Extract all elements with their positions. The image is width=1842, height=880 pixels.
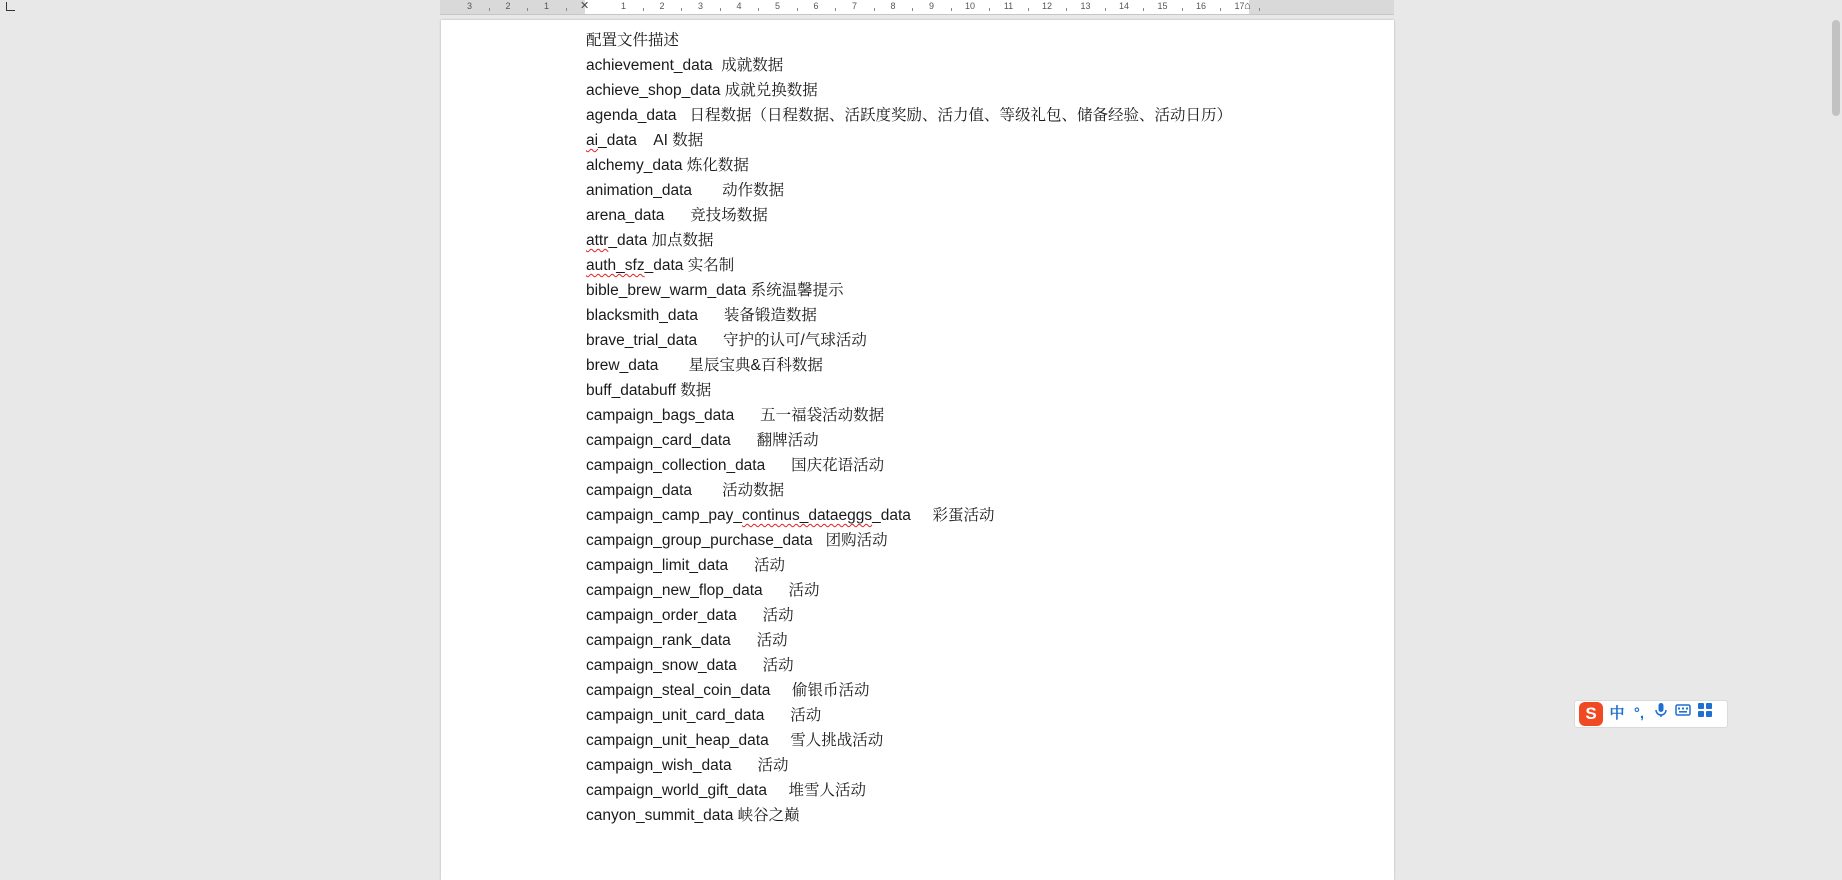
document-page[interactable]	[441, 20, 1394, 880]
config-entry-row[interactable]	[586, 53, 1266, 78]
config-entry-row[interactable]	[586, 253, 1266, 278]
config-description: 成就数据	[721, 57, 784, 74]
config-description: 动作数据	[722, 182, 785, 199]
config-key: arena_data	[586, 207, 665, 224]
config-description: 雪人挑战活动	[790, 732, 884, 749]
config-entry-row[interactable]	[586, 778, 1266, 803]
ruler-minor-tick	[527, 8, 528, 11]
config-key: blacksmith_data	[586, 307, 699, 324]
ruler-tick-label: 1	[620, 1, 627, 11]
config-entry-row[interactable]	[586, 378, 1266, 403]
config-entry-row[interactable]	[586, 603, 1266, 628]
config-entry-row[interactable]	[586, 503, 1266, 528]
ruler-corner-marker	[6, 2, 15, 11]
ruler-minor-tick	[1105, 8, 1106, 11]
config-entry-row[interactable]	[586, 628, 1266, 653]
ruler-minor-tick	[1028, 8, 1029, 11]
config-description: 星辰宝典&百科数据	[688, 357, 823, 374]
config-entry-row[interactable]	[586, 403, 1266, 428]
ruler-minor-tick	[1220, 8, 1221, 11]
ruler-tick-label: 9	[928, 1, 935, 11]
config-entry-row[interactable]	[586, 703, 1266, 728]
ime-language-toggle[interactable]: 中	[1609, 705, 1625, 722]
config-key: achievement_data	[586, 57, 713, 74]
ruler-minor-tick	[1066, 8, 1067, 11]
config-separator	[677, 107, 690, 124]
config-entry-row[interactable]	[586, 328, 1266, 353]
config-entry-row[interactable]	[586, 753, 1266, 778]
config-key: campaign_new_flop_data	[586, 582, 763, 599]
config-separator	[731, 432, 757, 449]
config-key: campaign_unit_heap_data	[586, 732, 769, 749]
config-key: campaign_world_gift_data	[586, 782, 767, 799]
ruler-minor-tick	[720, 8, 721, 11]
config-separator	[697, 332, 723, 349]
config-description: 活动	[790, 707, 822, 724]
config-entry-row[interactable]	[586, 678, 1266, 703]
ruler-minor-tick	[1182, 8, 1183, 11]
ruler-tick-label: 12	[1041, 1, 1053, 11]
config-separator	[731, 632, 757, 649]
config-separator	[911, 507, 933, 524]
config-key: brew_data	[586, 357, 659, 374]
config-entry-row[interactable]	[586, 528, 1266, 553]
config-key: attr_data	[586, 232, 648, 249]
config-key: campaign_collection_data	[586, 457, 766, 474]
config-separator	[637, 132, 653, 149]
grid-icon[interactable]	[1697, 702, 1713, 726]
ruler-right-margin	[1249, 0, 1394, 14]
config-description: 活动	[754, 557, 786, 574]
ruler-minor-tick	[681, 8, 682, 11]
config-entry-row[interactable]	[586, 803, 1266, 828]
config-separator	[813, 532, 826, 549]
config-key: campaign_camp_pay_continus_dataeggs_data	[586, 507, 911, 524]
config-entry-row[interactable]	[586, 553, 1266, 578]
ruler-minor-tick	[951, 8, 952, 11]
spellcheck-underline[interactable]: attr	[586, 232, 609, 249]
ruler-left-margin	[440, 0, 585, 14]
ruler-tick-label: 2	[659, 1, 665, 11]
scrollbar-thumb[interactable]	[1832, 20, 1840, 116]
config-description: 日程数据（日程数据、活跃度奖励、活力值、等级礼包、储备经验、活动日历）	[689, 107, 1232, 124]
config-entry-row[interactable]	[586, 203, 1266, 228]
ruler-tick-label: 5	[774, 1, 781, 11]
config-entry-row[interactable]	[586, 478, 1266, 503]
spellcheck-underline[interactable]: ai	[586, 132, 599, 149]
ruler-tick-label: 13	[1080, 1, 1091, 11]
right-indent-icon[interactable]: ⌂	[1244, 0, 1251, 12]
config-separator	[728, 557, 754, 574]
config-key: ai_data	[586, 132, 637, 149]
config-description: 活动	[756, 632, 788, 649]
config-description: 峡谷之巅	[737, 807, 800, 824]
config-key: campaign_snow_data	[586, 657, 737, 674]
config-key: agenda_data	[586, 107, 677, 124]
ime-punctuation-toggle[interactable]: °,	[1633, 705, 1645, 722]
config-key: bible_brew_warm_data	[586, 282, 747, 299]
ruler-minor-tick	[797, 8, 798, 11]
first-line-indent-icon[interactable]: ✕	[580, 0, 590, 12]
config-description: 活动	[788, 582, 820, 599]
config-description: 装备锻造数据	[723, 307, 817, 324]
ruler-tick-label: 3	[466, 1, 473, 11]
config-entry-row[interactable]	[586, 153, 1266, 178]
config-separator	[767, 782, 789, 799]
config-separator	[698, 307, 724, 324]
config-entry-row[interactable]	[586, 78, 1266, 103]
ruler-tick-label: 14	[1118, 1, 1130, 11]
config-key: campaign_bags_data	[586, 407, 735, 424]
config-entry-row[interactable]	[586, 228, 1266, 253]
config-description: 系统温馨提示	[750, 282, 844, 299]
ruler-tick-label: 11	[1003, 1, 1014, 11]
ruler-minor-tick	[1259, 8, 1260, 11]
config-key: campaign_wish_data	[586, 757, 732, 774]
config-description: 活动	[757, 757, 789, 774]
config-key: campaign_steal_coin_data	[586, 682, 771, 699]
config-separator	[763, 582, 789, 599]
config-entry-row[interactable]	[586, 353, 1266, 378]
keyboard-icon[interactable]	[1675, 702, 1691, 726]
ruler-minor-tick	[643, 8, 644, 11]
config-separator	[737, 657, 763, 674]
config-entry-row[interactable]	[586, 103, 1266, 128]
document-body[interactable]	[586, 28, 1266, 828]
config-entry-row[interactable]	[586, 303, 1266, 328]
ruler-minor-tick	[989, 8, 990, 11]
config-description: 团购活动	[825, 532, 888, 549]
config-description: 实名制	[687, 257, 735, 274]
config-entry-row[interactable]	[586, 728, 1266, 753]
config-description: 彩蛋活动	[932, 507, 995, 524]
config-key: animation_data	[586, 182, 692, 199]
config-separator	[769, 732, 791, 749]
config-separator	[764, 707, 790, 724]
config-description: 活动	[762, 657, 794, 674]
config-entry-row[interactable]	[586, 578, 1266, 603]
config-description: buff 数据	[650, 382, 712, 399]
config-separator	[732, 757, 758, 774]
config-key: campaign_limit_data	[586, 557, 729, 574]
config-key: brave_trial_data	[586, 332, 698, 349]
spellcheck-underline[interactable]: continus_dataeggs	[741, 507, 873, 524]
config-key: achieve_shop_data	[586, 82, 721, 99]
ruler-minor-tick	[1143, 8, 1144, 11]
config-description: 成就兑换数据	[724, 82, 818, 99]
config-key: campaign_data	[586, 482, 692, 499]
config-description: AI 数据	[653, 132, 704, 149]
ruler-tick-label: 10	[964, 1, 976, 11]
config-separator	[692, 482, 722, 499]
config-separator	[713, 57, 722, 74]
ruler-tick-label: 15	[1157, 1, 1168, 11]
config-description: 五一福袋活动数据	[760, 407, 885, 424]
config-description: 堆雪人活动	[788, 782, 867, 799]
ruler-tick-label: 1	[543, 1, 550, 11]
config-separator	[737, 607, 763, 624]
horizontal-ruler[interactable]	[440, 0, 1394, 15]
config-separator	[658, 357, 688, 374]
ruler-minor-tick	[835, 8, 836, 11]
sogou-logo-icon[interactable]: S	[1579, 702, 1603, 726]
config-key: campaign_rank_data	[586, 632, 731, 649]
ruler-tick-label: 4	[736, 1, 742, 11]
config-key: buff_data	[586, 382, 651, 399]
config-key: campaign_unit_card_data	[586, 707, 765, 724]
config-key: campaign_group_purchase_data	[586, 532, 813, 549]
ruler-minor-tick	[912, 8, 913, 11]
config-entry-row[interactable]	[586, 453, 1266, 478]
config-separator	[664, 207, 690, 224]
config-key: campaign_order_data	[586, 607, 737, 624]
config-description: 偷银币活动	[791, 682, 870, 699]
config-description: 守护的认可/气球活动	[723, 332, 867, 349]
ruler-tick-label: 7	[851, 1, 858, 11]
config-entry-row[interactable]	[586, 178, 1266, 203]
config-separator	[765, 457, 791, 474]
config-entry-row[interactable]	[586, 428, 1266, 453]
ruler-tick-label: 3	[697, 1, 704, 11]
config-description: 炼化数据	[686, 157, 749, 174]
config-key: campaign_card_data	[586, 432, 731, 449]
config-entry-row[interactable]	[586, 128, 1266, 153]
ruler-tick-label: 16	[1195, 1, 1207, 11]
config-description: 竞技场数据	[690, 207, 768, 224]
microphone-icon[interactable]	[1653, 702, 1669, 726]
config-description: 活动数据	[722, 482, 785, 499]
ime-toolbar[interactable]	[1574, 700, 1728, 728]
config-key: alchemy_data	[586, 157, 683, 174]
config-key: canyon_summit_data	[586, 807, 734, 824]
ruler-minor-tick	[566, 8, 567, 11]
config-key: auth_sfz_data	[586, 257, 684, 274]
config-separator	[770, 682, 792, 699]
config-description: 翻牌活动	[756, 432, 819, 449]
config-entry-row[interactable]	[586, 653, 1266, 678]
config-description: 活动	[762, 607, 794, 624]
config-entry-row[interactable]	[586, 278, 1266, 303]
config-separator	[692, 182, 722, 199]
ruler-tick-label: 17	[1234, 1, 1245, 11]
document-title: 配置文件描述	[586, 32, 680, 49]
ruler-tick-label: 8	[890, 1, 896, 11]
spellcheck-underline[interactable]: auth_sfz	[586, 257, 645, 274]
config-description: 加点数据	[651, 232, 714, 249]
ruler-tick-label: 2	[505, 1, 511, 11]
config-description: 国庆花语活动	[791, 457, 885, 474]
ruler-tick-label: 6	[813, 1, 819, 11]
ruler-minor-tick	[758, 8, 759, 11]
ruler-minor-tick	[489, 8, 490, 11]
config-separator	[734, 407, 760, 424]
vertical-scrollbar[interactable]	[1828, 0, 1842, 854]
ruler-minor-tick	[874, 8, 875, 11]
